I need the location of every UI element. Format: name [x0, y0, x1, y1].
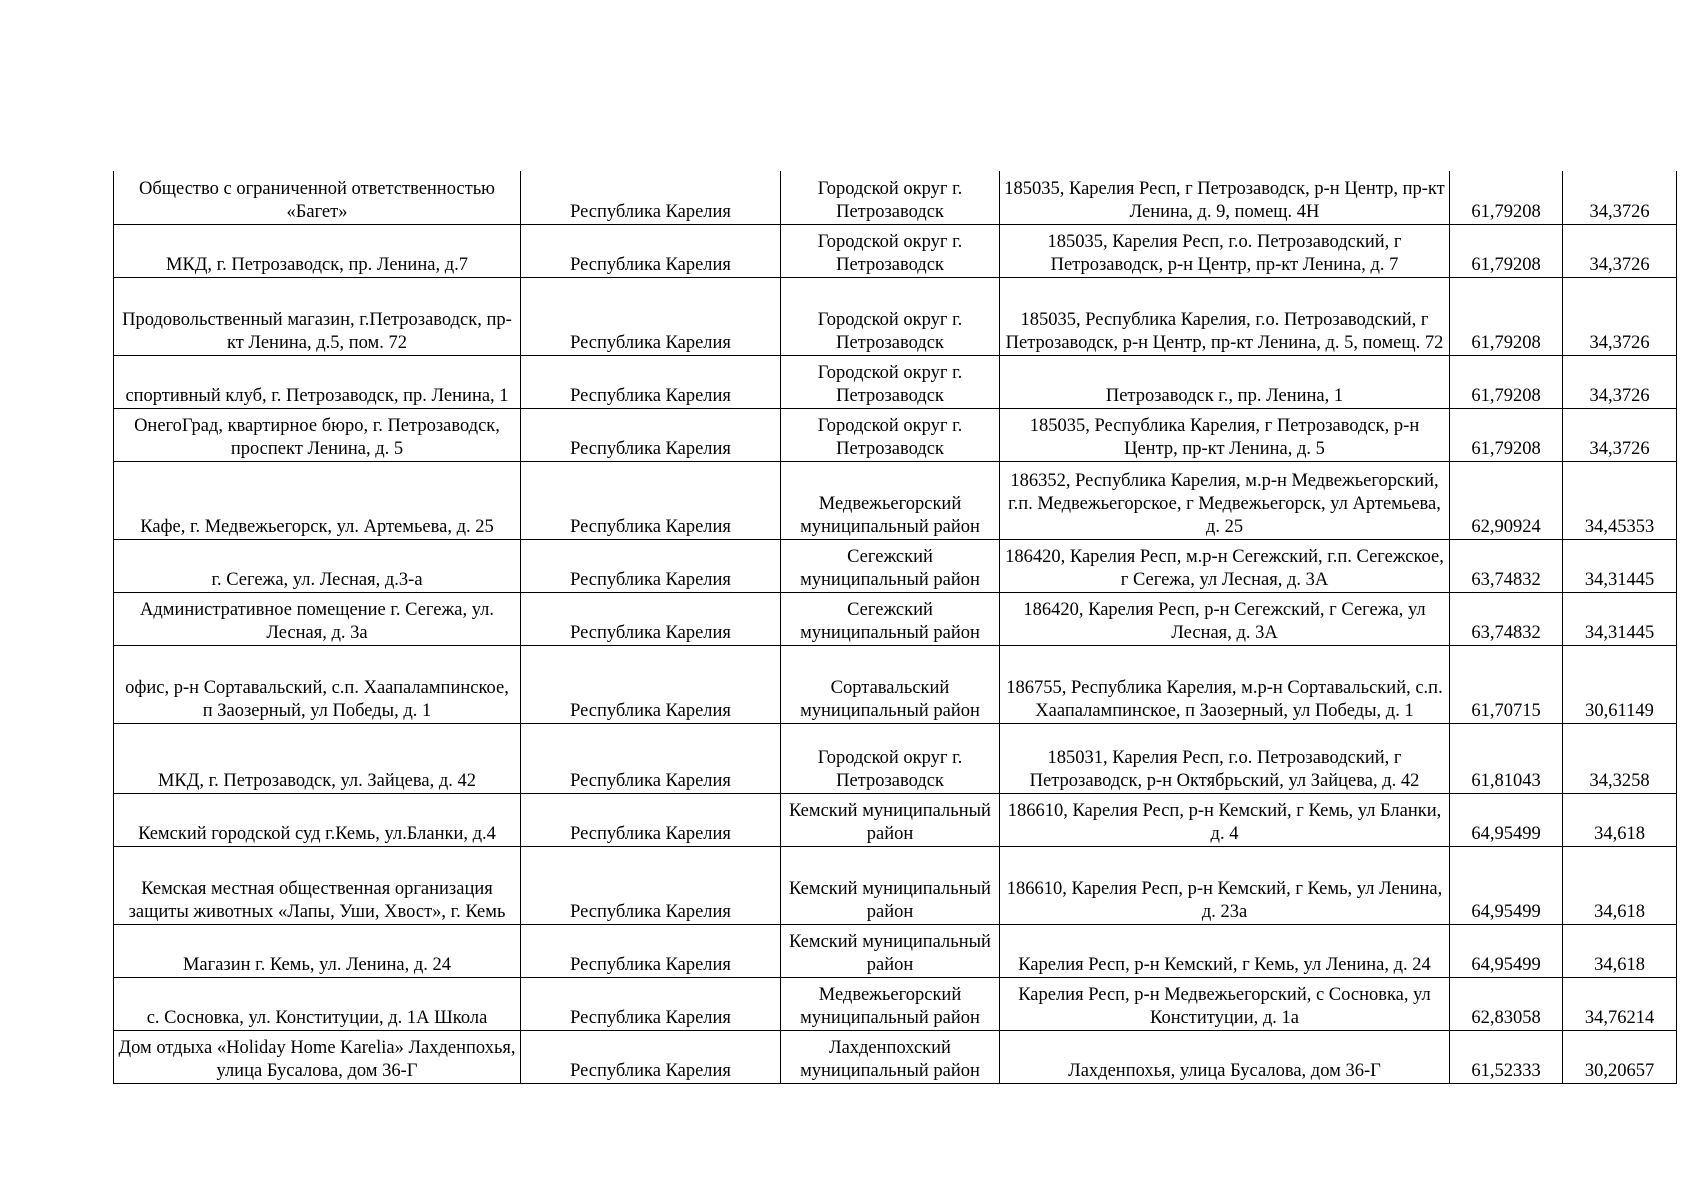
latitude-cell: 61,70715 [1450, 645, 1563, 723]
region-cell: Республика Карелия [521, 846, 781, 924]
address-cell: 186755, Республика Карелия, м.р-н Сортавальский, с.п. Хаапалампинское, п Заозерный, ул Победы, д. 1 [1000, 645, 1450, 723]
table-row [114, 461, 1677, 539]
municipality-cell: Городской округ г. Петрозаводск [781, 408, 1000, 461]
latitude-cell: 61,79208 [1450, 224, 1563, 277]
table-row [114, 924, 1677, 977]
table-row [114, 977, 1677, 1030]
longitude-cell: 34,3258 [1563, 723, 1677, 793]
address-cell: 186610, Карелия Респ, р-н Кемский, г Кемь, ул Бланки, д. 4 [1000, 793, 1450, 846]
latitude-cell: 64,95499 [1450, 846, 1563, 924]
table-row [114, 171, 1677, 224]
municipality-cell: Городской округ г. Петрозаводск [781, 277, 1000, 355]
longitude-cell: 34,45353 [1563, 461, 1677, 539]
region-cell: Республика Карелия [521, 408, 781, 461]
municipality-cell: Кемский муниципальный район [781, 846, 1000, 924]
municipality-cell: Городской округ г. Петрозаводск [781, 723, 1000, 793]
object-name-cell: офис, р-н Сортавальский, с.п. Хаапалампинское, п Заозерный, ул Победы, д. 1 [114, 645, 521, 723]
object-name-cell: МКД, г. Петрозаводск, ул. Зайцева, д. 42 [114, 723, 521, 793]
municipality-cell: Сегежский муниципальный район [781, 592, 1000, 645]
table-row [114, 592, 1677, 645]
address-cell: 186352, Республика Карелия, м.р-н Медвежьегорский, г.п. Медвежьегорское, г Медвежьегорск, ул Артемьева, д. 25 [1000, 461, 1450, 539]
table-row [114, 224, 1677, 277]
longitude-cell: 34,618 [1563, 793, 1677, 846]
latitude-cell: 61,79208 [1450, 277, 1563, 355]
region-cell: Республика Карелия [521, 793, 781, 846]
longitude-cell: 34,3726 [1563, 277, 1677, 355]
municipality-cell: Городской округ г. Петрозаводск [781, 355, 1000, 408]
region-cell: Республика Карелия [521, 355, 781, 408]
address-cell: 186420, Карелия Респ, м.р-н Сегежский, г.п. Сегежское, г Сегежа, ул Лесная, д. 3А [1000, 539, 1450, 592]
latitude-cell: 63,74832 [1450, 592, 1563, 645]
object-name-cell: Административное помещение г. Сегежа, ул. Лесная, д. 3а [114, 592, 521, 645]
region-cell: Республика Карелия [521, 539, 781, 592]
object-name-cell: ОнегоГрад, квартирное бюро, г. Петрозаводск, проспект Ленина, д. 5 [114, 408, 521, 461]
latitude-cell: 64,95499 [1450, 793, 1563, 846]
table-row [114, 723, 1677, 793]
latitude-cell: 61,81043 [1450, 723, 1563, 793]
region-cell: Республика Карелия [521, 224, 781, 277]
longitude-cell: 34,3726 [1563, 355, 1677, 408]
municipality-cell: Кемский муниципальный район [781, 793, 1000, 846]
region-cell: Республика Карелия [521, 171, 781, 224]
table-row [114, 1030, 1677, 1083]
longitude-cell: 34,76214 [1563, 977, 1677, 1030]
object-name-cell: Дом отдыха «Holiday Home Karelia» Лахденпохья, улица Бусалова, дом 36-Г [114, 1030, 521, 1083]
municipality-cell: Кемский муниципальный район [781, 924, 1000, 977]
region-cell: Республика Карелия [521, 277, 781, 355]
longitude-cell: 34,618 [1563, 924, 1677, 977]
latitude-cell: 61,79208 [1450, 355, 1563, 408]
latitude-cell: 62,90924 [1450, 461, 1563, 539]
address-cell: Петрозаводск г., пр. Ленина, 1 [1000, 355, 1450, 408]
region-cell: Республика Карелия [521, 461, 781, 539]
latitude-cell: 63,74832 [1450, 539, 1563, 592]
table-row [114, 408, 1677, 461]
longitude-cell: 34,31445 [1563, 592, 1677, 645]
address-cell: 185035, Республика Карелия, г.о. Петрозаводский, г Петрозаводск, р-н Центр, пр-кт Ленина, д. 5, помещ. 72 [1000, 277, 1450, 355]
object-name-cell: МКД, г. Петрозаводск, пр. Ленина, д.7 [114, 224, 521, 277]
table-body [114, 171, 1677, 1083]
longitude-cell: 34,3726 [1563, 408, 1677, 461]
latitude-cell: 61,52333 [1450, 1030, 1563, 1083]
table-row [114, 846, 1677, 924]
municipality-cell: Городской округ г. Петрозаводск [781, 224, 1000, 277]
longitude-cell: 34,618 [1563, 846, 1677, 924]
municipality-cell: Лахденпохский муниципальный район [781, 1030, 1000, 1083]
address-table [113, 171, 1677, 1084]
longitude-cell: 30,61149 [1563, 645, 1677, 723]
object-name-cell: Магазин г. Кемь, ул. Ленина, д. 24 [114, 924, 521, 977]
address-cell: 185035, Карелия Респ, г.о. Петрозаводский, г Петрозаводск, р-н Центр, пр-кт Ленина, д. 7 [1000, 224, 1450, 277]
municipality-cell: Медвежьегорский муниципальный район [781, 461, 1000, 539]
object-name-cell: с. Сосновка, ул. Конституции, д. 1А Школа [114, 977, 521, 1030]
region-cell: Республика Карелия [521, 723, 781, 793]
municipality-cell: Сегежский муниципальный район [781, 539, 1000, 592]
address-cell: 185035, Республика Карелия, г Петрозаводск, р-н Центр, пр-кт Ленина, д. 5 [1000, 408, 1450, 461]
object-name-cell: Кафе, г. Медвежьегорск, ул. Артемьева, д. 25 [114, 461, 521, 539]
longitude-cell: 30,20657 [1563, 1030, 1677, 1083]
address-cell: 185031, Карелия Респ, г.о. Петрозаводский, г Петрозаводск, р-н Октябрьский, ул Зайцева, д. 42 [1000, 723, 1450, 793]
object-name-cell: спортивный клуб, г. Петрозаводск, пр. Ленина, 1 [114, 355, 521, 408]
object-name-cell: Кемский городской суд г.Кемь, ул.Бланки, д.4 [114, 793, 521, 846]
region-cell: Республика Карелия [521, 1030, 781, 1083]
municipality-cell: Сортавальский муниципальный район [781, 645, 1000, 723]
latitude-cell: 62,83058 [1450, 977, 1563, 1030]
object-name-cell: Общество с ограниченной ответственностью «Багет» [114, 171, 521, 224]
address-cell: Карелия Респ, р-н Кемский, г Кемь, ул Ленина, д. 24 [1000, 924, 1450, 977]
address-cell: 186420, Карелия Респ, р-н Сегежский, г Сегежа, ул Лесная, д. 3А [1000, 592, 1450, 645]
latitude-cell: 61,79208 [1450, 408, 1563, 461]
latitude-cell: 64,95499 [1450, 924, 1563, 977]
region-cell: Республика Карелия [521, 592, 781, 645]
region-cell: Республика Карелия [521, 645, 781, 723]
object-name-cell: Продовольственный магазин, г.Петрозаводск, пр-кт Ленина, д.5, пом. 72 [114, 277, 521, 355]
municipality-cell: Городской округ г. Петрозаводск [781, 171, 1000, 224]
longitude-cell: 34,3726 [1563, 224, 1677, 277]
object-name-cell: г. Сегежа, ул. Лесная, д.3-а [114, 539, 521, 592]
latitude-cell: 61,79208 [1450, 171, 1563, 224]
address-cell: Карелия Респ, р-н Медвежьегорский, с Сосновка, ул Конституции, д. 1а [1000, 977, 1450, 1030]
table-row [114, 793, 1677, 846]
municipality-cell: Медвежьегорский муниципальный район [781, 977, 1000, 1030]
address-cell: 186610, Карелия Респ, р-н Кемский, г Кемь, ул Ленина, д. 23а [1000, 846, 1450, 924]
longitude-cell: 34,31445 [1563, 539, 1677, 592]
table-row [114, 277, 1677, 355]
address-cell: 185035, Карелия Респ, г Петрозаводск, р-н Центр, пр-кт Ленина, д. 9, помещ. 4Н [1000, 171, 1450, 224]
table-row [114, 355, 1677, 408]
longitude-cell: 34,3726 [1563, 171, 1677, 224]
region-cell: Республика Карелия [521, 924, 781, 977]
table-row [114, 645, 1677, 723]
address-cell: Лахденпохья, улица Бусалова, дом 36-Г [1000, 1030, 1450, 1083]
region-cell: Республика Карелия [521, 977, 781, 1030]
table-row [114, 539, 1677, 592]
object-name-cell: Кемская местная общественная организация защиты животных «Лапы, Уши, Хвост», г. Кемь [114, 846, 521, 924]
